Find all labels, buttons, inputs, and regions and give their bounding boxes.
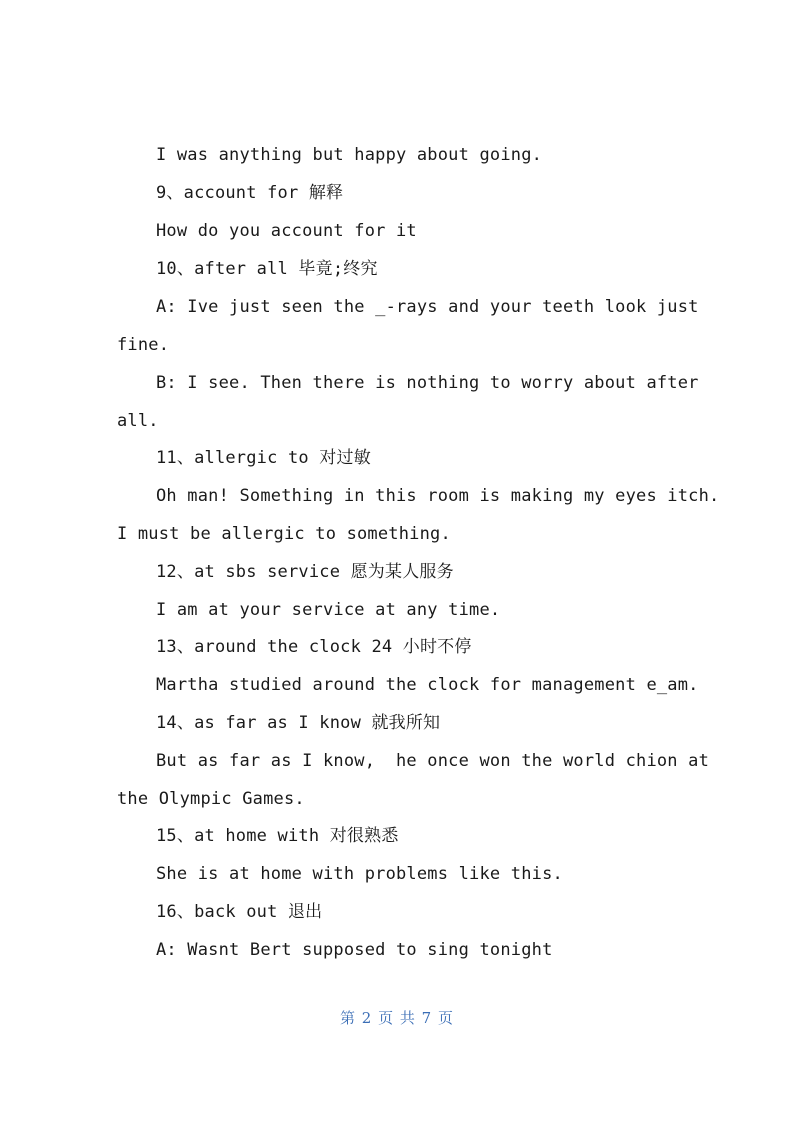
text-line-continuation: all.	[117, 411, 159, 431]
text-line: B: I see. Then there is nothing to worry about after	[156, 373, 699, 393]
phrase-heading: 14、as far as I know 就我所知	[156, 713, 441, 733]
text-line-continuation: the Olympic Games.	[117, 789, 305, 809]
phrase-heading: 10、after all 毕竟;终究	[156, 259, 378, 279]
text-line: A: Ive just seen the _-rays and your teeth look just	[156, 297, 699, 317]
text-line: But as far as I know, he once won the world chion at	[156, 751, 710, 771]
text-line: I was anything but happy about going.	[156, 145, 543, 165]
text-line: A: Wasnt Bert supposed to sing tonight	[156, 940, 553, 960]
text-line-continuation: fine.	[117, 335, 170, 355]
text-line: Oh man! Something in this room is making my eyes itch.	[156, 486, 720, 506]
phrase-heading: 13、around the clock 24 小时不停	[156, 637, 472, 657]
page-number-footer: 第 2 页 共 7 页	[340, 1009, 454, 1027]
text-line-continuation: I must be allergic to something.	[117, 524, 451, 544]
text-line: How do you account for it	[156, 221, 417, 241]
phrase-heading: 15、at home with 对很熟悉	[156, 826, 399, 846]
phrase-heading: 9、account for 解释	[156, 183, 344, 203]
phrase-heading: 12、at sbs service 愿为某人服务	[156, 562, 454, 582]
text-line: She is at home with problems like this.	[156, 864, 563, 884]
text-line: I am at your service at any time.	[156, 600, 501, 620]
text-line: Martha studied around the clock for management e_am.	[156, 675, 699, 695]
phrase-heading: 11、allergic to 对过敏	[156, 448, 371, 468]
phrase-heading: 16、back out 退出	[156, 902, 323, 922]
